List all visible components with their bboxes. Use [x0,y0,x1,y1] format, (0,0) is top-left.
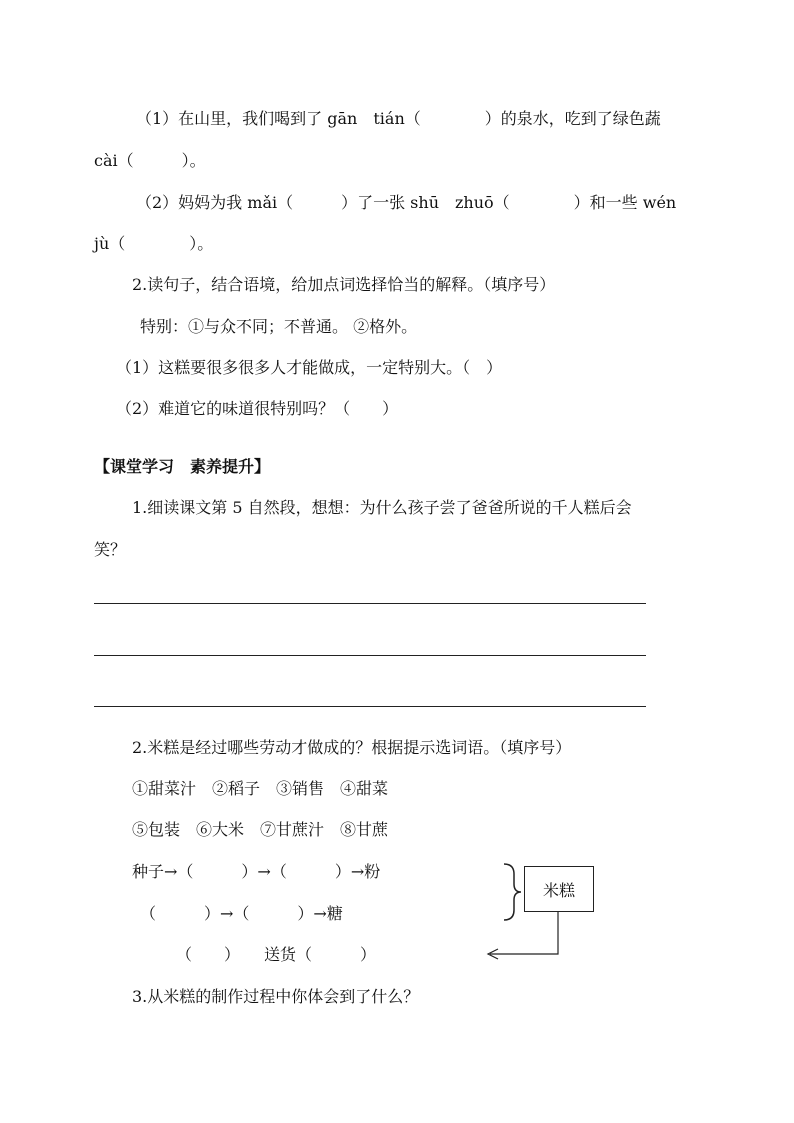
task2-options-row2: ⑤包装 ⑥大米 ⑦甘蔗汁 ⑧甘蔗 [132,820,389,839]
task1-line1: 1.细读课文第 5 自然段，想想：为什么孩子尝了爸爸所说的千人糕后会 [132,498,632,517]
answer-line-1[interactable] [94,603,646,604]
question2-prompt: 2.读句子，结合语境，给加点词选择恰当的解释。（填序号） [132,275,556,294]
question2-sentence-2: （2）难道它的味道很特别吗？（ ） [116,399,399,418]
rice-cake-box [524,866,594,912]
answer-line-2[interactable] [94,655,646,656]
section-heading: 【课堂学习 素养提升】 [94,457,271,476]
flow-row-2: （ ）→（ ）→糖 [140,904,343,923]
answer-line-3[interactable] [94,706,646,707]
flow-row-3: （ ） 送货（ ） [176,945,377,964]
section1-q2-line2: jù（ ）。 [94,234,214,253]
section1-q2-line1: （2）妈妈为我 mǎi（ ）了一张 shū zhuō（ ）和一些 wén [136,193,677,212]
task2-options-row1: ①甜菜汁 ②稻子 ③销售 ④甜菜 [132,779,389,798]
task1-line2: 笑？ [94,540,127,559]
rice-cake-box-label: 米糕 [542,880,575,900]
question2-sentence-1: （1）这糕要很多很多人才能做成，一定特别大。（ ） [116,358,503,377]
section1-q1-line1: （1）在山里，我们喝到了 gān tián（ ）的泉水，吃到了绿色蔬 [136,109,661,128]
arrow-connector [486,911,576,961]
task2-prompt: 2.米糕是经过哪些劳动才做成的？根据提示选词语。（填序号） [132,738,572,757]
task3-prompt: 3.从米糕的制作过程中你体会到了什么？ [132,987,420,1006]
section1-q1-line2: cài（ ）。 [94,151,206,170]
question2-definition: 特别：①与众不同；不普通。 ②格外。 [140,317,418,336]
flow-row-1: 种子→（ ）→（ ）→粉 [132,862,381,881]
